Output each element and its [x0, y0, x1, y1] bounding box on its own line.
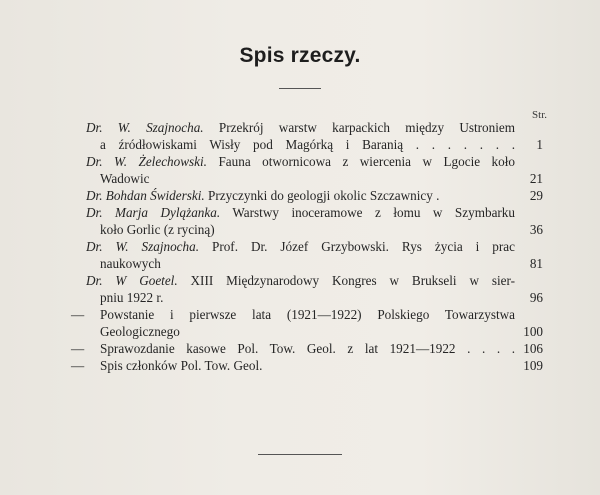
toc-subentry-line	[0, 357, 600, 374]
toc-subentry-dash: —	[71, 358, 85, 373]
toc-entry-title: Fauna otwornicowa z wiercenia w Lgocie koło	[218, 154, 515, 169]
toc-subentry-line	[0, 340, 600, 357]
toc-subentry-dash: —	[71, 341, 85, 356]
toc-entry-line	[0, 187, 600, 204]
toc-entry-line	[0, 221, 600, 238]
toc-entry-author: Dr. W. Szajnocha.	[86, 239, 200, 254]
toc-entry-page: 21	[529, 171, 543, 186]
toc-entry-page: 36	[529, 222, 543, 237]
toc-subentry-title: Powstanie i pierwsze lata (1921—1922) Polskiego Towarzystwa	[100, 307, 515, 322]
toc-entry-text	[86, 238, 515, 255]
toc-entry-title: Prof. Dr. Józef Grzybowski. Rys życia i prac	[211, 239, 515, 254]
toc-entry-line	[0, 170, 600, 187]
toc-entry-title-continued: a źródłowiskami Wisły pod Magórką i Baranią . . . . . . .	[100, 137, 515, 152]
toc-entry-title: Warstwy inoceramowe z łomu w Szymbarku	[232, 205, 515, 220]
toc-entry-line	[0, 238, 600, 255]
title-divider	[279, 88, 321, 89]
toc-entry-author: Dr. W. Szajnocha.	[86, 120, 204, 135]
toc-subentry-dash: —	[71, 307, 85, 322]
toc-entry-author: Dr. Marja Dylążanka.	[86, 205, 221, 220]
end-divider	[258, 454, 342, 455]
toc-entry-line	[0, 119, 600, 136]
toc-entry-text	[86, 119, 515, 136]
toc-entry-title-continued: pniu 1922 r.	[100, 290, 164, 305]
toc-entry-author: Dr. W Goetel.	[86, 273, 178, 288]
toc-entry-page: 96	[529, 290, 543, 305]
toc-subentry-page: 106	[523, 341, 543, 356]
toc-entry-text	[86, 272, 515, 289]
toc-entry-title-continued: koło Gorlic (z ryciną)	[100, 222, 215, 237]
toc-entry-text	[86, 204, 515, 221]
toc-entry-line	[0, 272, 600, 289]
toc-entry-text	[86, 153, 515, 170]
toc-entry-page: 29	[529, 188, 543, 203]
toc-entry-line	[0, 153, 600, 170]
toc-entry-title: XIII Międzynarodowy Kongres w Brukseli w sier-	[190, 273, 515, 288]
toc-entry-text	[86, 187, 515, 204]
toc-entry-title-continued: Wadowic	[100, 171, 150, 186]
toc-subentry-title: Spis członków Pol. Tow. Geol.	[100, 358, 263, 373]
toc-entry-line	[0, 136, 600, 153]
toc-subentry-title: Sprawozdanie kasowe Pol. Tow. Geol. z lat 1921—1922 . . . .	[100, 341, 515, 356]
toc-subentry-title-continued: Geologicznego	[100, 324, 180, 339]
toc-subentry-page: 109	[523, 358, 543, 373]
toc-subentry-page: 100	[523, 324, 543, 339]
toc-entry-title-continued: naukowych	[100, 256, 161, 271]
toc-entry-line	[0, 289, 600, 306]
toc-entry-author: Dr. Bohdan Świderski.	[86, 188, 205, 203]
toc-subentry-line	[0, 323, 600, 340]
toc-entry-line	[0, 255, 600, 272]
toc-entry-line	[0, 204, 600, 221]
toc-entry-page: 81	[529, 256, 543, 271]
page-title: Spis rzeczy.	[239, 44, 361, 67]
toc-entry-author: Dr. W. Żelechowski.	[86, 154, 207, 169]
toc-subentry-line	[0, 306, 600, 323]
toc-entry-title: Przyczynki do geologji okolic Szczawnicy .	[207, 188, 440, 203]
page-column-header: Str.	[532, 109, 547, 121]
toc-entry-title: Przekrój warstw karpackich między Ustroniem	[218, 120, 515, 135]
toc-entry-page: 1	[536, 137, 543, 152]
